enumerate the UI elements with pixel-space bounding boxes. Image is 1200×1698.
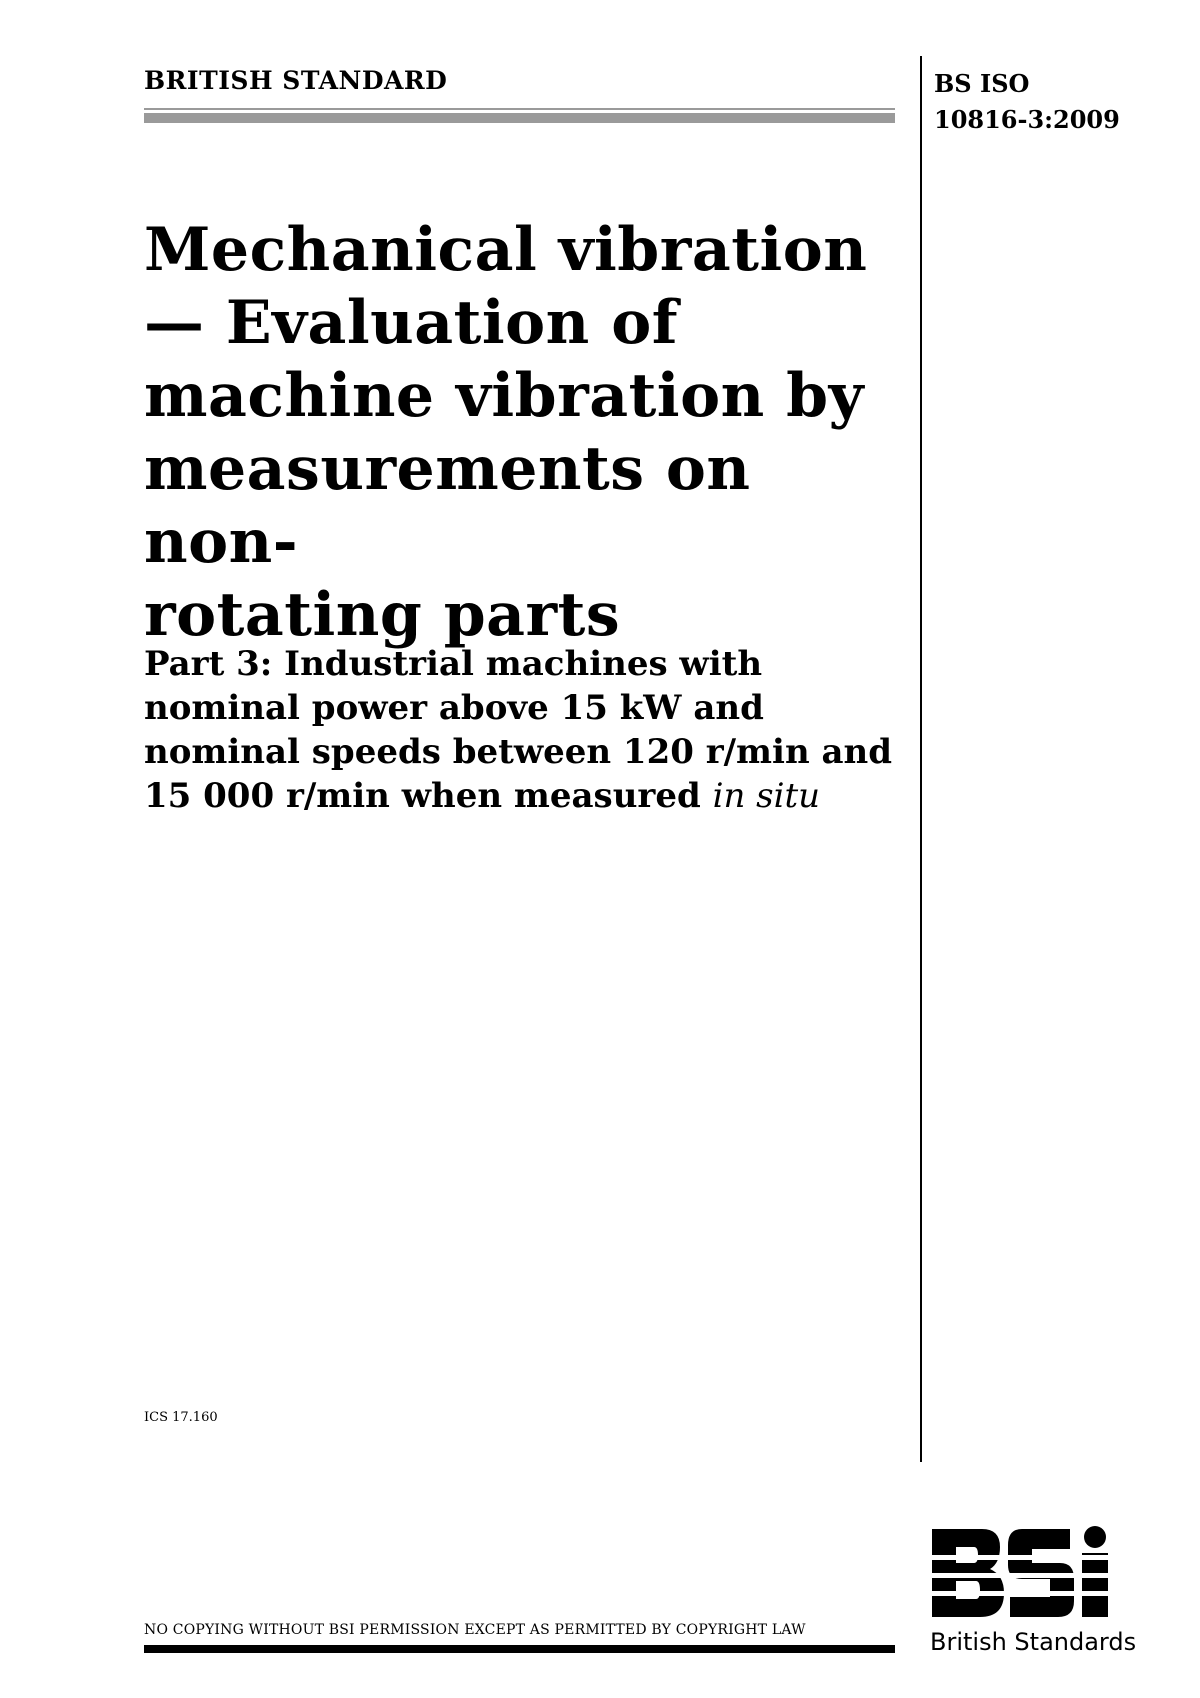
title-line-5: rotating parts: [144, 580, 621, 650]
bsi-logo-icon: [930, 1525, 1130, 1621]
subtitle-line-2: nominal power above 15 kW and: [144, 688, 764, 728]
footer-rule: [144, 1645, 895, 1653]
copyright-notice: NO COPYING WITHOUT BSI PERMISSION EXCEPT AS PERMITTED BY COPYRIGHT LAW: [144, 1622, 806, 1638]
title-line-4: measurements on non-: [144, 434, 751, 577]
subtitle-line-3: nominal speeds between 120 r/min and: [144, 732, 893, 772]
title-line-2: — Evaluation of: [144, 288, 679, 358]
document-subtitle: [144, 642, 894, 818]
standard-number-line1: BS ISO: [934, 69, 1030, 98]
subtitle-line-1: Part 3: Industrial machines with: [144, 644, 763, 684]
subtitle-line-4-text: 15 000 r/min when measured: [144, 776, 713, 816]
bsi-logo: [930, 1525, 1130, 1621]
header-rule-thick: [144, 113, 895, 123]
header-label: BRITISH STANDARD: [144, 66, 448, 95]
title-line-3: machine vibration by: [144, 361, 864, 431]
ics-code: ICS 17.160: [144, 1410, 218, 1425]
vertical-divider: [920, 56, 922, 1462]
standard-number: [934, 66, 1120, 138]
standard-number-line2: 10816-3:2009: [934, 105, 1120, 134]
subtitle-line-4: [144, 774, 894, 818]
header-rule-thin: [144, 108, 895, 110]
subtitle-italic-term: in situ: [712, 776, 821, 816]
logo-caption: British Standards: [930, 1628, 1137, 1656]
document-title: [144, 214, 884, 652]
title-line-1: Mechanical vibration: [144, 215, 868, 285]
